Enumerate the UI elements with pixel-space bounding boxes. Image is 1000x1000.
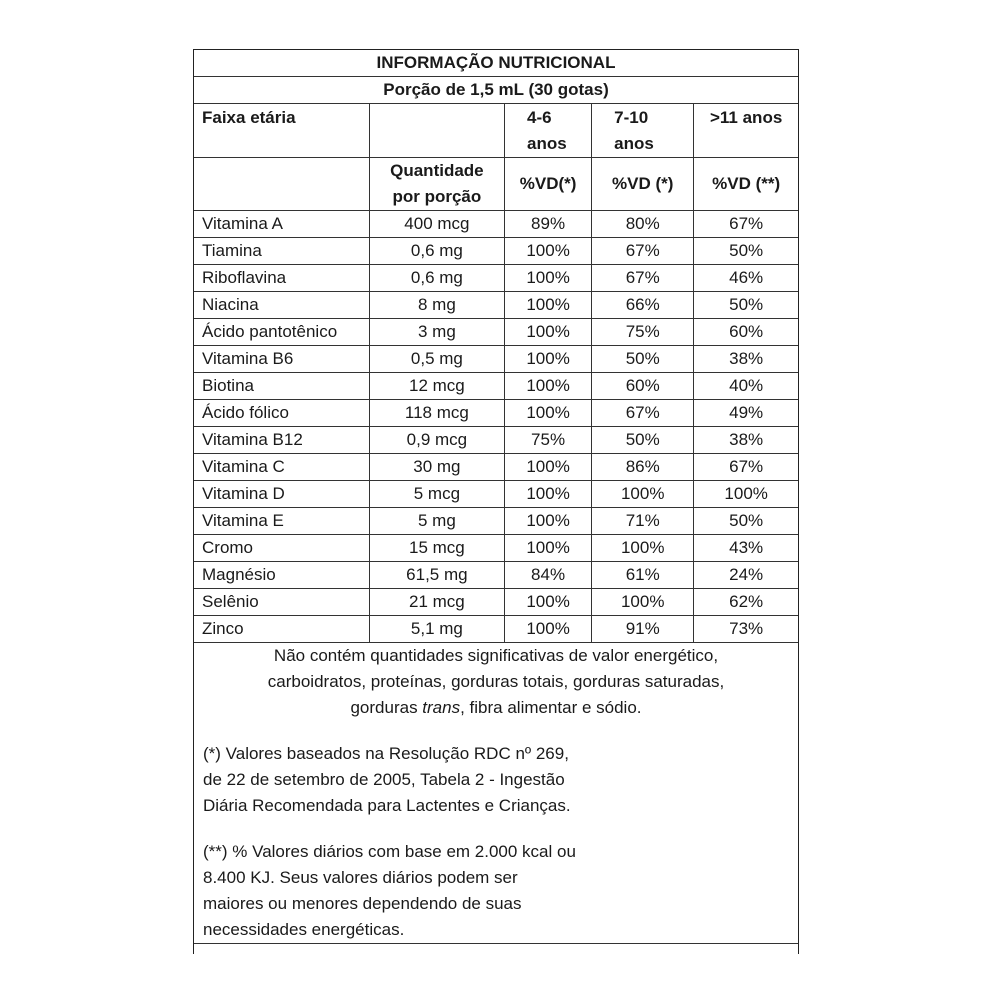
vd-4-6: 100%	[505, 400, 592, 427]
vd-4-6: 100%	[505, 616, 592, 643]
nutrient-row	[194, 535, 798, 562]
vd-4-6: 84%	[505, 562, 592, 589]
not-significant-note: Não contém quantidades significativas de valor energético, carboidratos, proteínas, gorduras totais, gorduras saturadas, gorduras trans, fibra alimentar e sódio.	[267, 646, 725, 717]
vd-7-10: 100%	[592, 481, 694, 508]
nutrient-quantity: 15 mcg	[369, 535, 504, 562]
vd-11-plus: 38%	[694, 427, 798, 454]
nutrient-quantity: 8 mg	[369, 292, 504, 319]
nutrient-row	[194, 616, 798, 643]
vd-4-6: 100%	[505, 238, 592, 265]
nutrient-row	[194, 562, 798, 589]
nutrient-row	[194, 319, 798, 346]
vd-11-plus: 62%	[694, 589, 798, 616]
nutrient-row	[194, 454, 798, 481]
nutrient-row	[194, 265, 798, 292]
nutrient-name: Vitamina A	[194, 211, 369, 238]
nutrient-name: Cromo	[194, 535, 369, 562]
nutrient-quantity: 0,9 mcg	[369, 427, 504, 454]
nutrient-quantity: 5 mcg	[369, 481, 504, 508]
nutrient-row	[194, 427, 798, 454]
empty-header-cell	[369, 104, 504, 158]
age-group-11-plus: >11 anos	[694, 104, 798, 158]
nutrient-name: Vitamina B12	[194, 427, 369, 454]
vd-4-6: 100%	[505, 265, 592, 292]
vd-7-10: 71%	[592, 508, 694, 535]
nutrient-row	[194, 373, 798, 400]
nutrient-quantity: 61,5 mg	[369, 562, 504, 589]
vd-4-6: 100%	[505, 508, 592, 535]
vd-7-10: 67%	[592, 400, 694, 427]
vd-4-6: 100%	[505, 292, 592, 319]
nutrient-name: Selênio	[194, 589, 369, 616]
vd-7-10: 100%	[592, 589, 694, 616]
vd-11-plus: 50%	[694, 508, 798, 535]
vd-11-plus: 73%	[694, 616, 798, 643]
vd-11-plus: 60%	[694, 319, 798, 346]
notes-section	[194, 643, 798, 944]
nutrient-name: Ácido pantotênico	[194, 319, 369, 346]
vd-7-10: 61%	[592, 562, 694, 589]
nutrient-quantity: 0,6 mg	[369, 238, 504, 265]
vd-11-plus: 50%	[694, 292, 798, 319]
vd-11-plus: 49%	[694, 400, 798, 427]
table-title: INFORMAÇÃO NUTRICIONAL	[194, 50, 798, 77]
vd-7-10: 66%	[592, 292, 694, 319]
vd-11-plus: 24%	[694, 562, 798, 589]
nutrient-name: Niacina	[194, 292, 369, 319]
nutrient-quantity: 400 mcg	[369, 211, 504, 238]
nutrition-table	[194, 50, 798, 944]
vd-7-10: 60%	[592, 373, 694, 400]
nutrient-row	[194, 211, 798, 238]
nutrient-quantity: 21 mcg	[369, 589, 504, 616]
nutrient-quantity: 30 mg	[369, 454, 504, 481]
vd-label-7-10: %VD (*)	[592, 158, 694, 211]
vd-7-10: 100%	[592, 535, 694, 562]
nutrient-quantity: 0,5 mg	[369, 346, 504, 373]
nutrient-quantity: 0,6 mg	[369, 265, 504, 292]
vd-11-plus: 40%	[694, 373, 798, 400]
nutrient-name: Riboflavina	[194, 265, 369, 292]
vd-4-6: 75%	[505, 427, 592, 454]
vd-7-10: 50%	[592, 427, 694, 454]
vd-11-plus: 50%	[694, 238, 798, 265]
vd-7-10: 91%	[592, 616, 694, 643]
vd-4-6: 100%	[505, 481, 592, 508]
vd-7-10: 67%	[592, 265, 694, 292]
footnote-double-asterisk: (**) % Valores diários com base em 2.000 kcal ou 8.400 KJ. Seus valores diários podem ser maiores ou menores dependendo de suas necessidades energéticas.	[203, 842, 576, 939]
nutrient-name: Vitamina C	[194, 454, 369, 481]
vd-7-10: 67%	[592, 238, 694, 265]
portion-size: Porção de 1,5 mL (30 gotas)	[194, 77, 798, 104]
vd-4-6: 100%	[505, 454, 592, 481]
nutrient-quantity: 5 mg	[369, 508, 504, 535]
nutrition-facts-panel	[193, 49, 799, 954]
footnote-single-asterisk: (*) Valores baseados na Resolução RDC nº 269, de 22 de setembro de 2005, Tabela 2 - Ingestão Diária Recomendada para Lactentes e Crianças.	[203, 744, 571, 815]
nutrient-row	[194, 400, 798, 427]
age-group-7-10: 7-10 anos	[592, 104, 694, 158]
vd-label-4-6: %VD(*)	[505, 158, 592, 211]
vd-11-plus: 38%	[694, 346, 798, 373]
nutrient-name: Vitamina E	[194, 508, 369, 535]
vd-4-6: 100%	[505, 319, 592, 346]
nutrient-row	[194, 508, 798, 535]
vd-11-plus: 67%	[694, 211, 798, 238]
vd-7-10: 50%	[592, 346, 694, 373]
vd-label-11-plus: %VD (**)	[694, 158, 798, 211]
vd-7-10: 75%	[592, 319, 694, 346]
nutrient-row	[194, 346, 798, 373]
vd-4-6: 89%	[505, 211, 592, 238]
nutrient-row	[194, 481, 798, 508]
nutrient-name: Tiamina	[194, 238, 369, 265]
nutrient-quantity: 118 mcg	[369, 400, 504, 427]
age-group-4-6: 4-6 anos	[505, 104, 592, 158]
nutrient-name: Zinco	[194, 616, 369, 643]
nutrient-name: Magnésio	[194, 562, 369, 589]
nutrient-name: Ácido fólico	[194, 400, 369, 427]
age-range-label: Faixa etária	[194, 104, 369, 158]
nutrient-row	[194, 238, 798, 265]
vd-11-plus: 67%	[694, 454, 798, 481]
nutrient-name: Biotina	[194, 373, 369, 400]
nutrient-quantity: 3 mg	[369, 319, 504, 346]
vd-7-10: 86%	[592, 454, 694, 481]
quantity-per-portion-label: Quantidade por porção	[369, 158, 504, 211]
vd-11-plus: 43%	[694, 535, 798, 562]
nutrient-rows	[194, 211, 798, 643]
vd-4-6: 100%	[505, 373, 592, 400]
vd-11-plus: 46%	[694, 265, 798, 292]
vd-11-plus: 100%	[694, 481, 798, 508]
nutrient-row	[194, 292, 798, 319]
nutrient-name: Vitamina D	[194, 481, 369, 508]
nutrient-quantity: 5,1 mg	[369, 616, 504, 643]
nutrient-quantity: 12 mcg	[369, 373, 504, 400]
nutrient-row	[194, 589, 798, 616]
nutrient-name: Vitamina B6	[194, 346, 369, 373]
vd-7-10: 80%	[592, 211, 694, 238]
vd-4-6: 100%	[505, 589, 592, 616]
empty-header-cell	[194, 158, 369, 211]
vd-4-6: 100%	[505, 346, 592, 373]
vd-4-6: 100%	[505, 535, 592, 562]
